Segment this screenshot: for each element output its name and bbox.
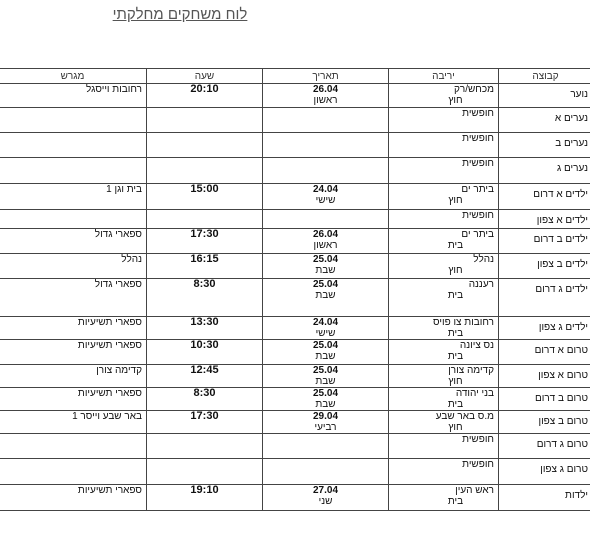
group-group-text: טרום ג דרום [536,439,588,450]
group-cell [499,254,590,279]
date-date2-text: שבת [315,376,336,387]
field-cell [0,184,147,210]
date-cell [263,108,389,133]
opponent-opp1-text: חופשית [462,210,494,221]
time-cell [147,184,263,210]
table-row [0,254,590,279]
date-date1-text: 25.04 [312,279,339,290]
group-cell [499,158,590,184]
field-field-text: קדימה צורן [96,365,142,376]
group-group-text: ילדים ג דרום [535,284,588,295]
opponent-opp2-text: בית [447,290,464,301]
table-row [0,411,590,434]
date-cell [263,279,389,317]
group-cell [499,210,590,229]
date-date2-text: שבת [315,265,336,276]
date-cell [263,340,389,365]
field-field-text: ספארי תשיעיות [77,388,142,399]
field-cell [0,158,147,184]
group-cell [499,133,590,158]
group-cell [499,411,590,434]
field-cell [0,84,147,108]
opponent-opp1-text: ביתר ים [461,229,494,240]
date-date2-text: ראשון [313,95,338,106]
header-row [0,69,590,84]
date-date1-text: 27.04 [312,485,339,496]
opponent-cell [389,254,499,279]
opponent-cell [389,84,499,108]
opponent-cell [389,158,499,184]
date-cell [263,184,389,210]
field-cell [0,434,147,459]
date-date1-text: 24.04 [312,184,339,195]
time-time-text: 20:10 [190,83,219,95]
group-group-text: נערים א [554,113,588,124]
opponent-opp1-text: מכחש/רק [453,84,494,95]
group-group-text: נערים ב [555,138,588,149]
opponent-opp1-text: חופשית [462,108,494,119]
time-cell [147,411,263,434]
date-date2-text: שבת [315,399,336,410]
page-title: לוח משחקים מחלקתי [112,6,248,23]
opponent-opp1-text: ביתר ים [461,184,494,195]
schedule-body [0,84,590,511]
table-row [0,133,590,158]
field-cell [0,388,147,411]
time-cell [147,229,263,254]
opponent-opp1-text: נס ציונה [459,340,494,351]
group-group-text: נוער [570,89,588,100]
time-time-text: 12:45 [190,364,219,376]
time-cell [147,108,263,133]
date-cell [263,317,389,340]
time-time-text: 16:15 [190,253,219,265]
opponent-opp1-text: מ.ס באר שבע [435,411,494,422]
group-cell [499,434,590,459]
date-cell [263,485,389,511]
field-cell [0,485,147,511]
header-opponent: יריבה [389,69,499,84]
field-cell [0,317,147,340]
date-cell [263,229,389,254]
field-cell [0,108,147,133]
time-cell [147,459,263,485]
opponent-opp2-text: בית [447,328,464,339]
field-field-text: ספארי תשיעיות [77,485,142,496]
date-date1-text: 25.04 [312,388,339,399]
time-cell [147,158,263,184]
table-row [0,184,590,210]
time-cell [147,84,263,108]
time-cell [147,485,263,511]
schedule-table [0,68,590,511]
group-cell [499,317,590,340]
field-field-text: ספארי גדול [94,279,142,290]
opponent-cell [389,340,499,365]
time-cell [147,133,263,158]
group-cell [499,365,590,388]
field-field-text: רחובות וייסגל [86,84,142,95]
field-cell [0,210,147,229]
group-cell [499,485,590,511]
time-cell [147,317,263,340]
date-date2-text: רביעי [314,422,337,433]
opponent-opp1-text: רעננה [468,279,494,290]
date-date2-text: שבת [315,290,336,301]
field-cell [0,279,147,317]
date-date2-text: ראשון [313,240,338,251]
date-cell [263,365,389,388]
group-group-text: ילדות [565,490,588,501]
group-group-text: טרום א דרום [534,345,588,356]
group-cell [499,108,590,133]
group-group-text: נערים ג [556,163,588,174]
opponent-cell [389,317,499,340]
field-cell [0,411,147,434]
group-cell [499,84,590,108]
field-field-text: נהלל [121,254,142,265]
opponent-cell [389,133,499,158]
opponent-opp1-text: חופשית [462,158,494,169]
opponent-opp2-text: בית [447,496,464,507]
table-row [0,279,590,317]
table-row [0,365,590,388]
group-cell [499,388,590,411]
opponent-cell [389,388,499,411]
opponent-opp2-text: בית [447,240,464,251]
date-cell [263,388,389,411]
date-date2-text: שישי [315,328,336,339]
group-group-text: ילדים א דרום [533,189,588,200]
opponent-cell [389,459,499,485]
table-row [0,485,590,511]
opponent-opp1-text: בני יהודה [455,388,494,399]
opponent-cell [389,365,499,388]
date-date2-text: שבת [315,351,336,362]
time-time-text: 10:30 [190,339,219,351]
field-cell [0,459,147,485]
header-time: שעה [147,69,263,84]
date-date2-text: שני [318,496,333,507]
group-group-text: טרום א צפון [538,370,588,381]
table-row [0,459,590,485]
table-row [0,317,590,340]
opponent-opp1-text: רחובות צו פויס [433,317,494,328]
opponent-opp2-text: חוץ [448,265,463,276]
time-time-text: 8:30 [193,278,216,290]
time-cell [147,388,263,411]
date-cell [263,133,389,158]
group-group-text: ילדים ב דרום [533,234,588,245]
time-cell [147,254,263,279]
date-cell [263,210,389,229]
opponent-opp1-text: נהלל [473,254,494,265]
table-row [0,84,590,108]
field-field-text: ספארי תשיעיות [77,340,142,351]
time-time-text: 19:10 [190,484,219,496]
date-date1-text: 26.04 [312,84,339,95]
table-row [0,340,590,365]
group-group-text: טרום ג צפון [540,464,588,475]
time-cell [147,365,263,388]
field-field-text: באר שבע וייסר 1 [72,411,142,422]
opponent-cell [389,411,499,434]
field-cell [0,133,147,158]
date-date2-text: שישי [315,195,336,206]
group-cell [499,229,590,254]
time-time-text: 17:30 [190,228,219,240]
opponent-opp2-text: חוץ [448,376,463,387]
header-date: תאריך [263,69,389,84]
opponent-opp2-text: בית [447,399,464,410]
field-cell [0,254,147,279]
opponent-opp2-text: חוץ [448,422,463,433]
opponent-cell [389,184,499,210]
group-cell [499,184,590,210]
opponent-cell [389,229,499,254]
field-field-text: בית וגן 1 [106,184,142,195]
table-row [0,434,590,459]
opponent-opp1-text: ראש העין [455,485,494,496]
time-cell [147,340,263,365]
opponent-cell [389,434,499,459]
field-field-text: ספארי גדול [94,229,142,240]
table-row [0,108,590,133]
time-time-text: 15:00 [190,183,219,195]
table-row [0,158,590,184]
date-cell [263,434,389,459]
group-group-text: טרום ב דרום [534,393,588,404]
group-cell [499,279,590,317]
time-time-text: 17:30 [190,410,219,422]
header-field: מגרש [0,69,147,84]
time-cell [147,210,263,229]
field-cell [0,340,147,365]
field-cell [0,365,147,388]
group-group-text: ילדים א צפון [536,215,588,226]
group-cell [499,340,590,365]
field-field-text: ספארי תשיעיות [77,317,142,328]
opponent-cell [389,279,499,317]
date-cell [263,459,389,485]
date-cell [263,158,389,184]
date-date1-text: 25.04 [312,365,339,376]
date-cell [263,84,389,108]
date-date1-text: 29.04 [312,411,339,422]
date-date1-text: 25.04 [312,254,339,265]
table-row [0,388,590,411]
opponent-cell [389,485,499,511]
time-cell [147,434,263,459]
opponent-cell [389,108,499,133]
opponent-opp1-text: קדימה צורן [448,365,494,376]
table-row [0,229,590,254]
date-cell [263,411,389,434]
date-date1-text: 25.04 [312,340,339,351]
opponent-opp1-text: חופשית [462,459,494,470]
time-time-text: 13:30 [190,316,219,328]
header-group: קבוצה [499,69,590,84]
date-date1-text: 26.04 [312,229,339,240]
time-time-text: 8:30 [193,387,216,399]
group-group-text: ילדים ב צפון [537,259,588,270]
date-cell [263,254,389,279]
opponent-opp2-text: חוץ [448,95,463,106]
opponent-cell [389,210,499,229]
field-cell [0,229,147,254]
opponent-opp1-text: חופשית [462,434,494,445]
time-cell [147,279,263,317]
opponent-opp2-text: בית [447,351,464,362]
opponent-opp2-text: חוץ [448,195,463,206]
date-date1-text: 24.04 [312,317,339,328]
table-row [0,210,590,229]
group-group-text: טרום ב צפון [538,416,588,427]
group-cell [499,459,590,485]
opponent-opp1-text: חופשית [462,133,494,144]
group-group-text: ילדים ג צפון [538,322,588,333]
